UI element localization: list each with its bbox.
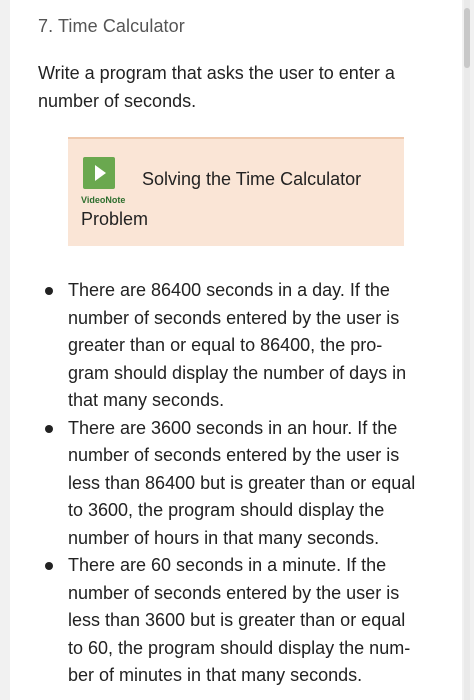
bullet-line: to 60, the program should display the num- <box>68 637 411 658</box>
play-icon[interactable] <box>83 157 115 189</box>
bullet-line: gram should display the number of days in <box>68 362 407 383</box>
list-item <box>38 277 448 415</box>
video-note-box[interactable] <box>68 137 404 246</box>
bullet-line: number of seconds entered by the user is <box>68 582 400 603</box>
bullet-text <box>68 552 448 690</box>
bullet-line: There are 86400 seconds in a day. If the <box>68 280 390 300</box>
requirements-list <box>38 277 448 690</box>
intro-paragraph <box>38 59 438 115</box>
bullet-dot-icon <box>45 287 53 295</box>
bullet-line: less than 3600 but is greater than or equal <box>68 610 406 630</box>
bullet-text <box>68 415 448 553</box>
bullet-text <box>68 277 448 415</box>
intro-line: number of seconds. <box>38 91 197 111</box>
bullet-line: less than 86400 but is greater than or equal <box>68 472 416 493</box>
bullet-line: greater than or equal to 86400, the pro- <box>68 335 383 355</box>
bullet-line: number of seconds entered by the user is <box>68 307 400 328</box>
bullet-line: There are 60 seconds in a minute. If the <box>68 555 387 575</box>
bullet-dot-icon <box>45 562 53 570</box>
bullet-dot-icon <box>45 425 53 433</box>
video-title-line-2[interactable]: Problem <box>81 209 149 229</box>
vertical-scrollbar[interactable] <box>464 0 470 700</box>
document-page <box>10 0 462 700</box>
scrollbar-thumb[interactable] <box>464 8 470 68</box>
bullet-line: ber of minutes in that many seconds. <box>68 665 363 685</box>
bullet-line: There are 3600 seconds in an hour. If the <box>68 417 398 438</box>
list-item <box>38 552 448 690</box>
bullet-line: number of hours in that many seconds. <box>68 527 380 548</box>
video-title-line-1[interactable]: Solving the Time Calculator <box>142 169 362 189</box>
video-note-label: VideoNote <box>81 195 126 205</box>
bullet-line: that many seconds. <box>68 390 225 410</box>
bullet-line: number of seconds entered by the user is <box>68 445 400 465</box>
intro-line: Write a program that asks the user to enter a <box>38 63 395 83</box>
list-item <box>38 415 448 553</box>
section-title: 7. Time Calculator <box>38 16 185 36</box>
bullet-line: to 3600, the program should display the <box>68 500 385 520</box>
